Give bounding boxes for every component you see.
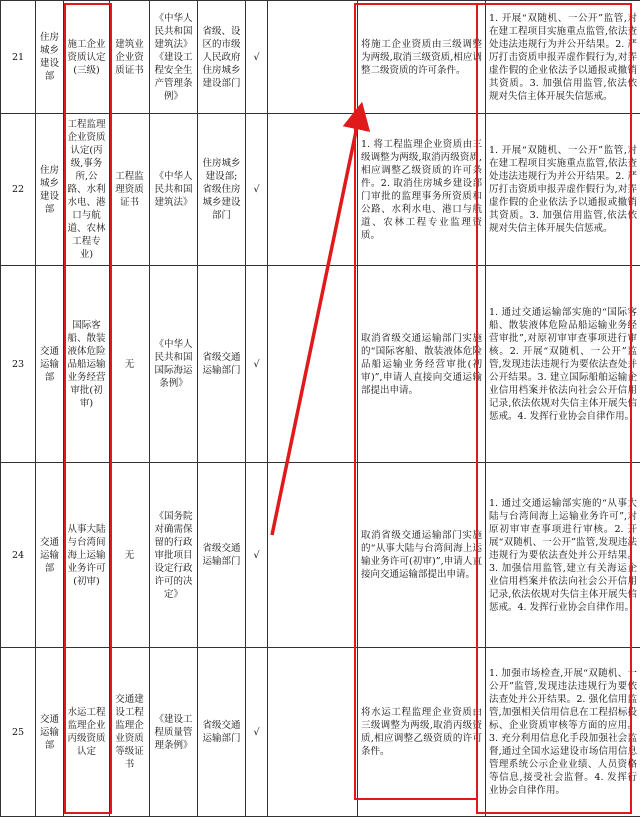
item-name: 工程监理企业资质认定(丙级,事务所,公路、水利水电、港口与航道、农林工程专业): [64, 114, 110, 266]
certificate: 交通建设工程监理企业资质等级证书: [110, 648, 150, 817]
supervision-measures: 1. 通过交通运输部实施的“从事大陆与台湾间海上运输业务许可”,对原初审审查事项进行审核。2. 开展“双随机、一公开”监管,发现违法违规行为要依法查处并公开结果。3. 加强信用监管,建立有关海运企业信用档案并依法向社会公开信用记录,依法依规对失信主体开展失信惩戒。4. 发挥行业协会自律作用。: [486, 463, 640, 648]
supervision-measures: 1. 通过交通运输部实施的“国际客船、散装液体危险品船运输业务经营审批”,对原初审审查事项进行审核。2. 开展“双随机、一公开”监管,发现违法违规行为要依法查处并公开结果。3. 建立国际船舶运输企业信用档案并依法向社会公开信用记录,依法依规对失信主体开展失信惩戒。4. 发挥行业协会自律作用。: [486, 266, 640, 463]
table-row-23: [1, 266, 640, 463]
reform-measure: 将施工企业资质由三级调整为两级,取消三级资质,相应调整二级资质的许可条件。: [358, 1, 486, 114]
supervision-measures: 1. 开展“双随机、一公开”监管,对在建工程项目实施重点监管,依法查处违法违规行为并公开结果。2. 严厉打击资质申报弄虚作假行为,对弄虚作假的企业依法予以通报或撤销其资质。3. 加强信用监管,依法依规对失信主体开展失信惩戒。: [486, 114, 640, 266]
reform-measure: 1. 将工程监理企业资质由三级调整为两级,取消丙级资质,相应调整乙级资质的许可条件。2. 取消住房城乡建设部门审批的监理事务所资质和公路、水利水电、港口与航道、农林工程专业监理资质。: [358, 114, 486, 266]
approving-authority: 省级交通运输部门: [198, 463, 246, 648]
reform-measure: 取消省级交通运输部门实施的“从事大陆与台湾间海上运输业务许可(初审)”,申请人直接向交通运输部提出申请。: [358, 463, 486, 648]
department: 住房城乡建设部: [36, 114, 64, 266]
department: 交通运输部: [36, 648, 64, 817]
row-number: 21: [1, 1, 36, 114]
check-mark: √: [246, 266, 268, 463]
row-number: 25: [1, 648, 36, 817]
department: 交通运输部: [36, 463, 64, 648]
row-number: 24: [1, 463, 36, 648]
certificate: 工程监理资质证书: [110, 114, 150, 266]
certificate: 无: [110, 463, 150, 648]
item-name: 从事大陆与台湾间海上运输业务许可(初审): [64, 463, 110, 648]
legal-basis: 《中华人民共和国国际海运条例》: [150, 266, 198, 463]
table-row-22: [1, 114, 640, 266]
table-row-24: [1, 463, 640, 648]
certificate: 无: [110, 266, 150, 463]
item-name: 施工企业资质认定(三级): [64, 1, 110, 114]
department: 住房城乡建设部: [36, 1, 64, 114]
empty-cell: [268, 1, 358, 114]
table-row-21: [1, 1, 640, 114]
table-row-25: [1, 648, 640, 817]
check-mark: √: [246, 114, 268, 266]
approving-authority: 住房城乡建设部;省级住房城乡建设部门: [198, 114, 246, 266]
approving-authority: 省级交通运输部门: [198, 266, 246, 463]
certificate: 建筑业企业资质证书: [110, 1, 150, 114]
legal-basis: 《中华人民共和国建筑法》: [150, 114, 198, 266]
approving-authority: 省级交通运输部门: [198, 648, 246, 817]
empty-cell: [268, 266, 358, 463]
supervision-measures: 1. 加强市场检查,开展“双随机、一公开”监管,发现违法违规行为要依法查处并公开结果。2. 强化信用监管,加强相关信用信息在工程招标投标、企业资质审核等方面的应用。3. 充分利用信息化手段加强社会监督,通过全国水运建设市场信用信息管理系统公示企业业绩、人员资格等信息,接受社会监督。4. 发挥行业协会自律作用。: [486, 648, 640, 817]
empty-cell: [268, 463, 358, 648]
check-mark: √: [246, 463, 268, 648]
empty-cell: [268, 114, 358, 266]
check-mark: √: [246, 1, 268, 114]
item-name: 国际客船、散装液体危险品船运输业务经营审批(初审): [64, 266, 110, 463]
legal-basis: 《建设工程质量管理条例》: [150, 648, 198, 817]
reform-measure: 将水运工程监理企业资质由三级调整为两级,取消丙级资质,相应调整乙级资质的许可条件。: [358, 648, 486, 817]
row-number: 22: [1, 114, 36, 266]
approving-authority: 省级、设区的市级人民政府住房城乡建设部门: [198, 1, 246, 114]
supervision-measures: 1. 开展“双随机、一公开”监管,对在建工程项目实施重点监管,依法查处违法违规行为并公开结果。2. 严厉打击资质申报弄虚作假行为,对弄虚作假的企业依法予以通报或撤销其资质。3. 加强信用监管,依法依规对失信主体开展失信惩戒。: [486, 1, 640, 114]
legal-basis: 《国务院对确需保留的行政审批项目设定行政许可的决定》: [150, 463, 198, 648]
row-number: 23: [1, 266, 36, 463]
legal-basis: 《中华人民共和国建筑法》《建设工程安全生产管理条例》: [150, 1, 198, 114]
check-mark: √: [246, 648, 268, 817]
reform-measure: 取消省级交通运输部门实施的“国际客船、散装液体危险品船运输业务经营审批(初审)”,申请人直接向交通运输部提出申请。: [358, 266, 486, 463]
department: 交通运输部: [36, 266, 64, 463]
empty-cell: [268, 648, 358, 817]
item-name: 水运工程监理企业丙级资质认定: [64, 648, 110, 817]
